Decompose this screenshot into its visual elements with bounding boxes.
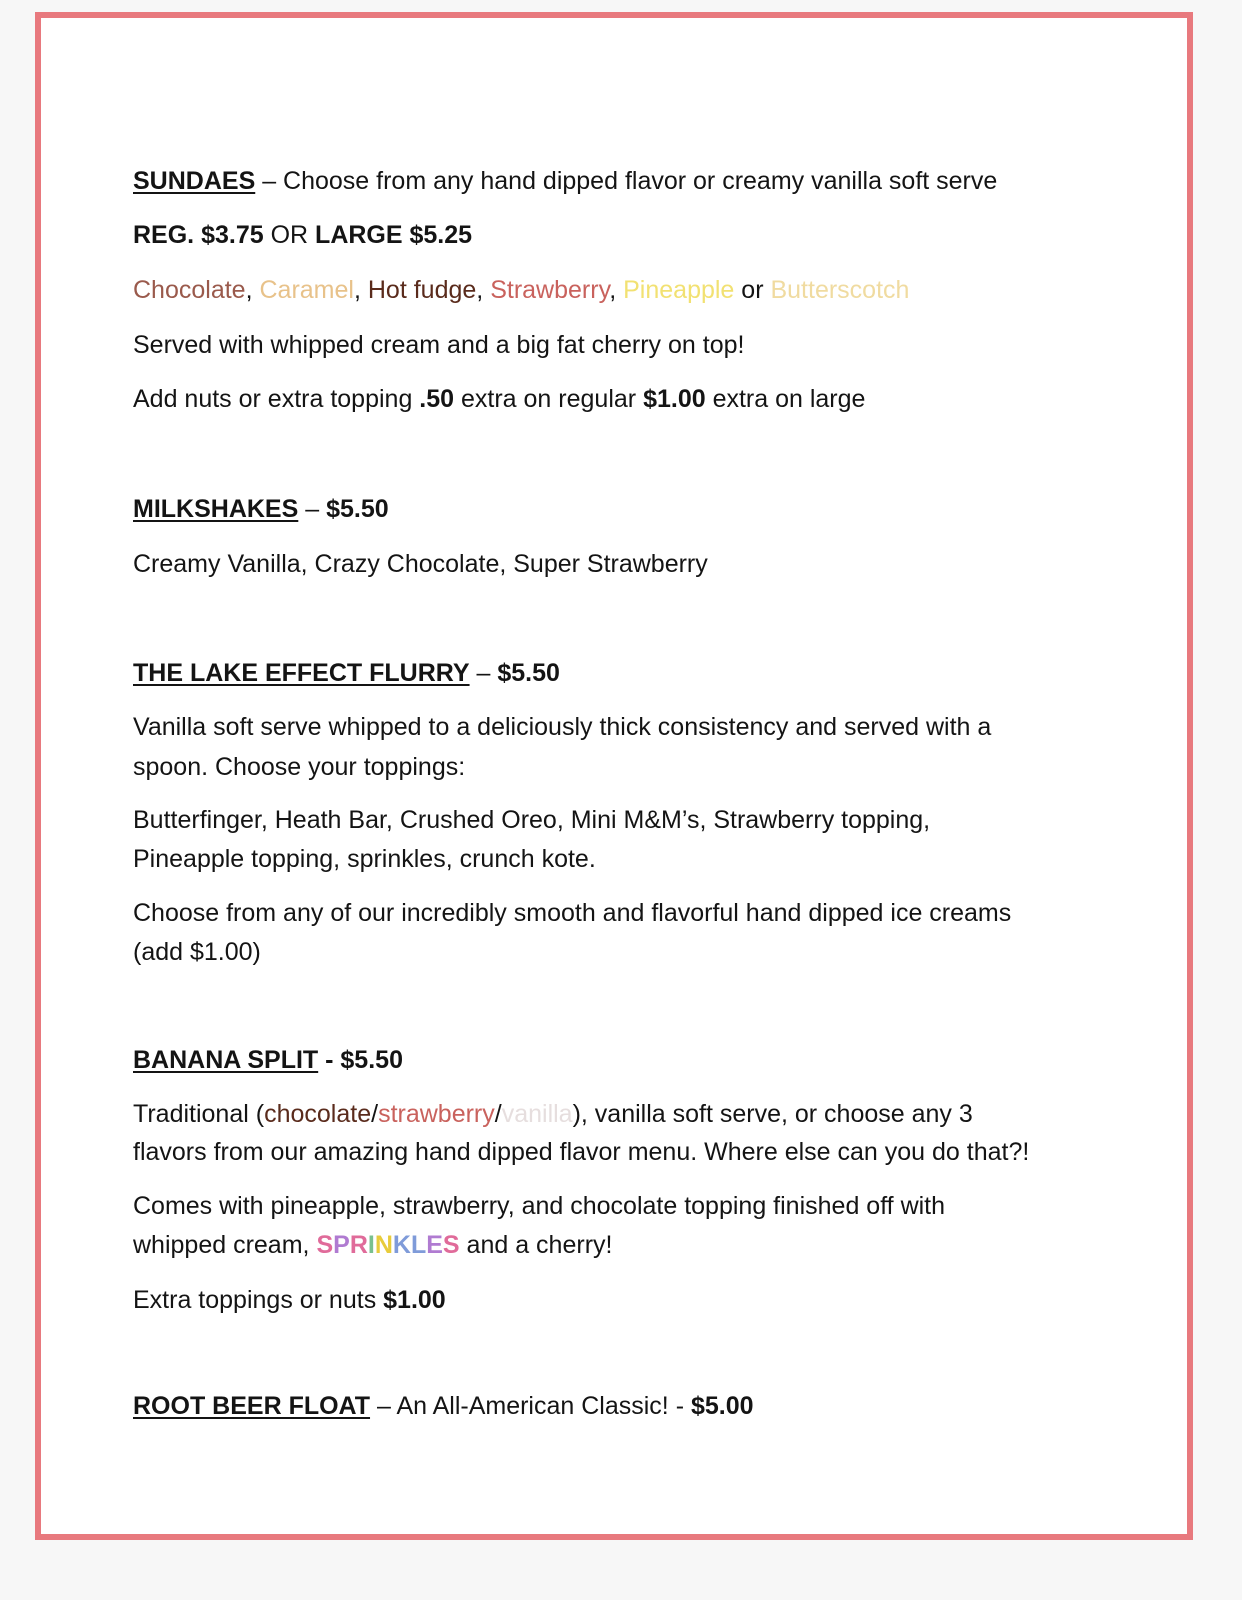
sprinkles-letter: P <box>333 1231 350 1259</box>
root-beer-price: $5.00 <box>690 1392 754 1420</box>
flavor-chocolate: chocolate <box>264 1100 372 1128</box>
flurry-heading-line <box>133 654 560 692</box>
dash: – <box>298 495 327 523</box>
separator: , <box>609 276 624 304</box>
sundaes-prices <box>133 216 472 254</box>
banana-split-heading: BANANA SPLIT <box>133 1046 319 1074</box>
flavor-hot-fudge: Hot fudge <box>367 276 477 304</box>
sundaes-add-nuts <box>133 380 865 418</box>
slash: / <box>371 1100 379 1128</box>
flurry-price: $5.50 <box>497 659 560 687</box>
root-beer-heading: ROOT BEER FLOAT <box>133 1392 371 1420</box>
banana-split-extra <box>133 1281 446 1319</box>
comes-text: whipped cream, <box>133 1231 317 1259</box>
sundae-regular-price: REG. $3.75 <box>133 221 264 249</box>
or-text: or <box>734 276 771 304</box>
milkshakes-heading: MILKSHAKES <box>133 495 299 523</box>
slash: / <box>494 1100 502 1128</box>
flurry-description-line2: spoon. Choose your toppings: <box>133 753 466 781</box>
flavor-chocolate: Chocolate <box>133 276 246 304</box>
milkshake-flavors: Creamy Vanilla, Crazy Chocolate, Super Strawberry <box>133 550 708 578</box>
sprinkles-letter: S <box>316 1231 334 1259</box>
banana-split-traditional-line2: flavors from our amazing hand dipped flavor menu. Where else can you do that?! <box>133 1138 1030 1166</box>
flavor-butterscotch: Butterscotch <box>770 276 910 304</box>
sprinkles-letter: I <box>367 1231 375 1259</box>
add-nuts-regular-price: .50 <box>419 385 455 413</box>
sundaes-heading: SUNDAES <box>133 167 256 195</box>
add-nuts-text: extra on large <box>705 385 866 413</box>
flavor-strawberry: strawberry <box>378 1100 495 1128</box>
sprinkles-letter: E <box>426 1231 443 1259</box>
dash: - <box>318 1046 341 1074</box>
or-text: OR <box>263 221 316 249</box>
extra-text: Extra toppings or nuts <box>133 1286 384 1314</box>
flurry-icecream-line1: Choose from any of our incredibly smooth and flavorful hand dipped ice creams <box>133 899 1012 927</box>
separator: , <box>245 276 260 304</box>
separator: , <box>353 276 368 304</box>
separator: , <box>476 276 491 304</box>
root-beer-description: – An All-American Classic! - <box>370 1392 691 1420</box>
dash: – <box>469 659 498 687</box>
flavor-caramel: Caramel <box>259 276 354 304</box>
sprinkles-letter: N <box>374 1231 393 1259</box>
flurry-toppings-line1: Butterfinger, Heath Bar, Crushed Oreo, Mini M&M’s, Strawberry topping, <box>133 806 931 834</box>
sprinkles-word <box>316 1231 459 1259</box>
milkshakes-heading-line <box>133 490 389 528</box>
traditional-text: Traditional ( <box>133 1100 265 1128</box>
flavor-strawberry: Strawberry <box>490 276 610 304</box>
add-nuts-text: Add nuts or extra topping <box>133 385 420 413</box>
flurry-toppings-line2: Pineapple topping, sprinkles, crunch kote. <box>133 845 596 873</box>
banana-split-comes-line2 <box>133 1226 612 1264</box>
flurry-description-line1: Vanilla soft serve whipped to a deliciously thick consistency and served with a <box>133 713 992 741</box>
milkshakes-price: $5.50 <box>326 495 389 523</box>
sprinkles-letter: K <box>392 1231 411 1259</box>
flavor-vanilla: vanilla <box>501 1100 573 1128</box>
root-beer-heading-line <box>133 1387 754 1425</box>
extra-price: $1.00 <box>383 1286 446 1314</box>
sundaes-served-text: Served with whipped cream and a big fat cherry on top! <box>133 331 745 359</box>
banana-split-price: $5.50 <box>340 1046 403 1074</box>
sprinkles-letter: L <box>410 1231 427 1259</box>
banana-split-heading-line <box>133 1041 403 1079</box>
sundaes-heading-line <box>133 162 997 200</box>
sprinkles-letter: S <box>442 1231 460 1259</box>
banana-split-traditional-line1 <box>133 1095 973 1133</box>
banana-split-comes-line1: Comes with pineapple, strawberry, and chocolate topping finished off with <box>133 1192 946 1220</box>
sundae-large-price: LARGE $5.25 <box>315 221 473 249</box>
comes-text: and a cherry! <box>459 1231 613 1259</box>
flavor-pineapple: Pineapple <box>623 276 735 304</box>
add-nuts-text: extra on regular <box>454 385 644 413</box>
sprinkles-letter: R <box>349 1231 368 1259</box>
flurry-icecream-line2: (add $1.00) <box>133 938 261 966</box>
sundaes-description: – Choose from any hand dipped flavor or creamy vanilla soft serve <box>255 167 998 195</box>
flurry-heading: THE LAKE EFFECT FLURRY <box>133 659 470 687</box>
traditional-text: ), vanilla soft serve, or choose any 3 <box>572 1100 973 1128</box>
add-nuts-large-price: $1.00 <box>643 385 706 413</box>
sundae-flavors <box>133 271 909 309</box>
